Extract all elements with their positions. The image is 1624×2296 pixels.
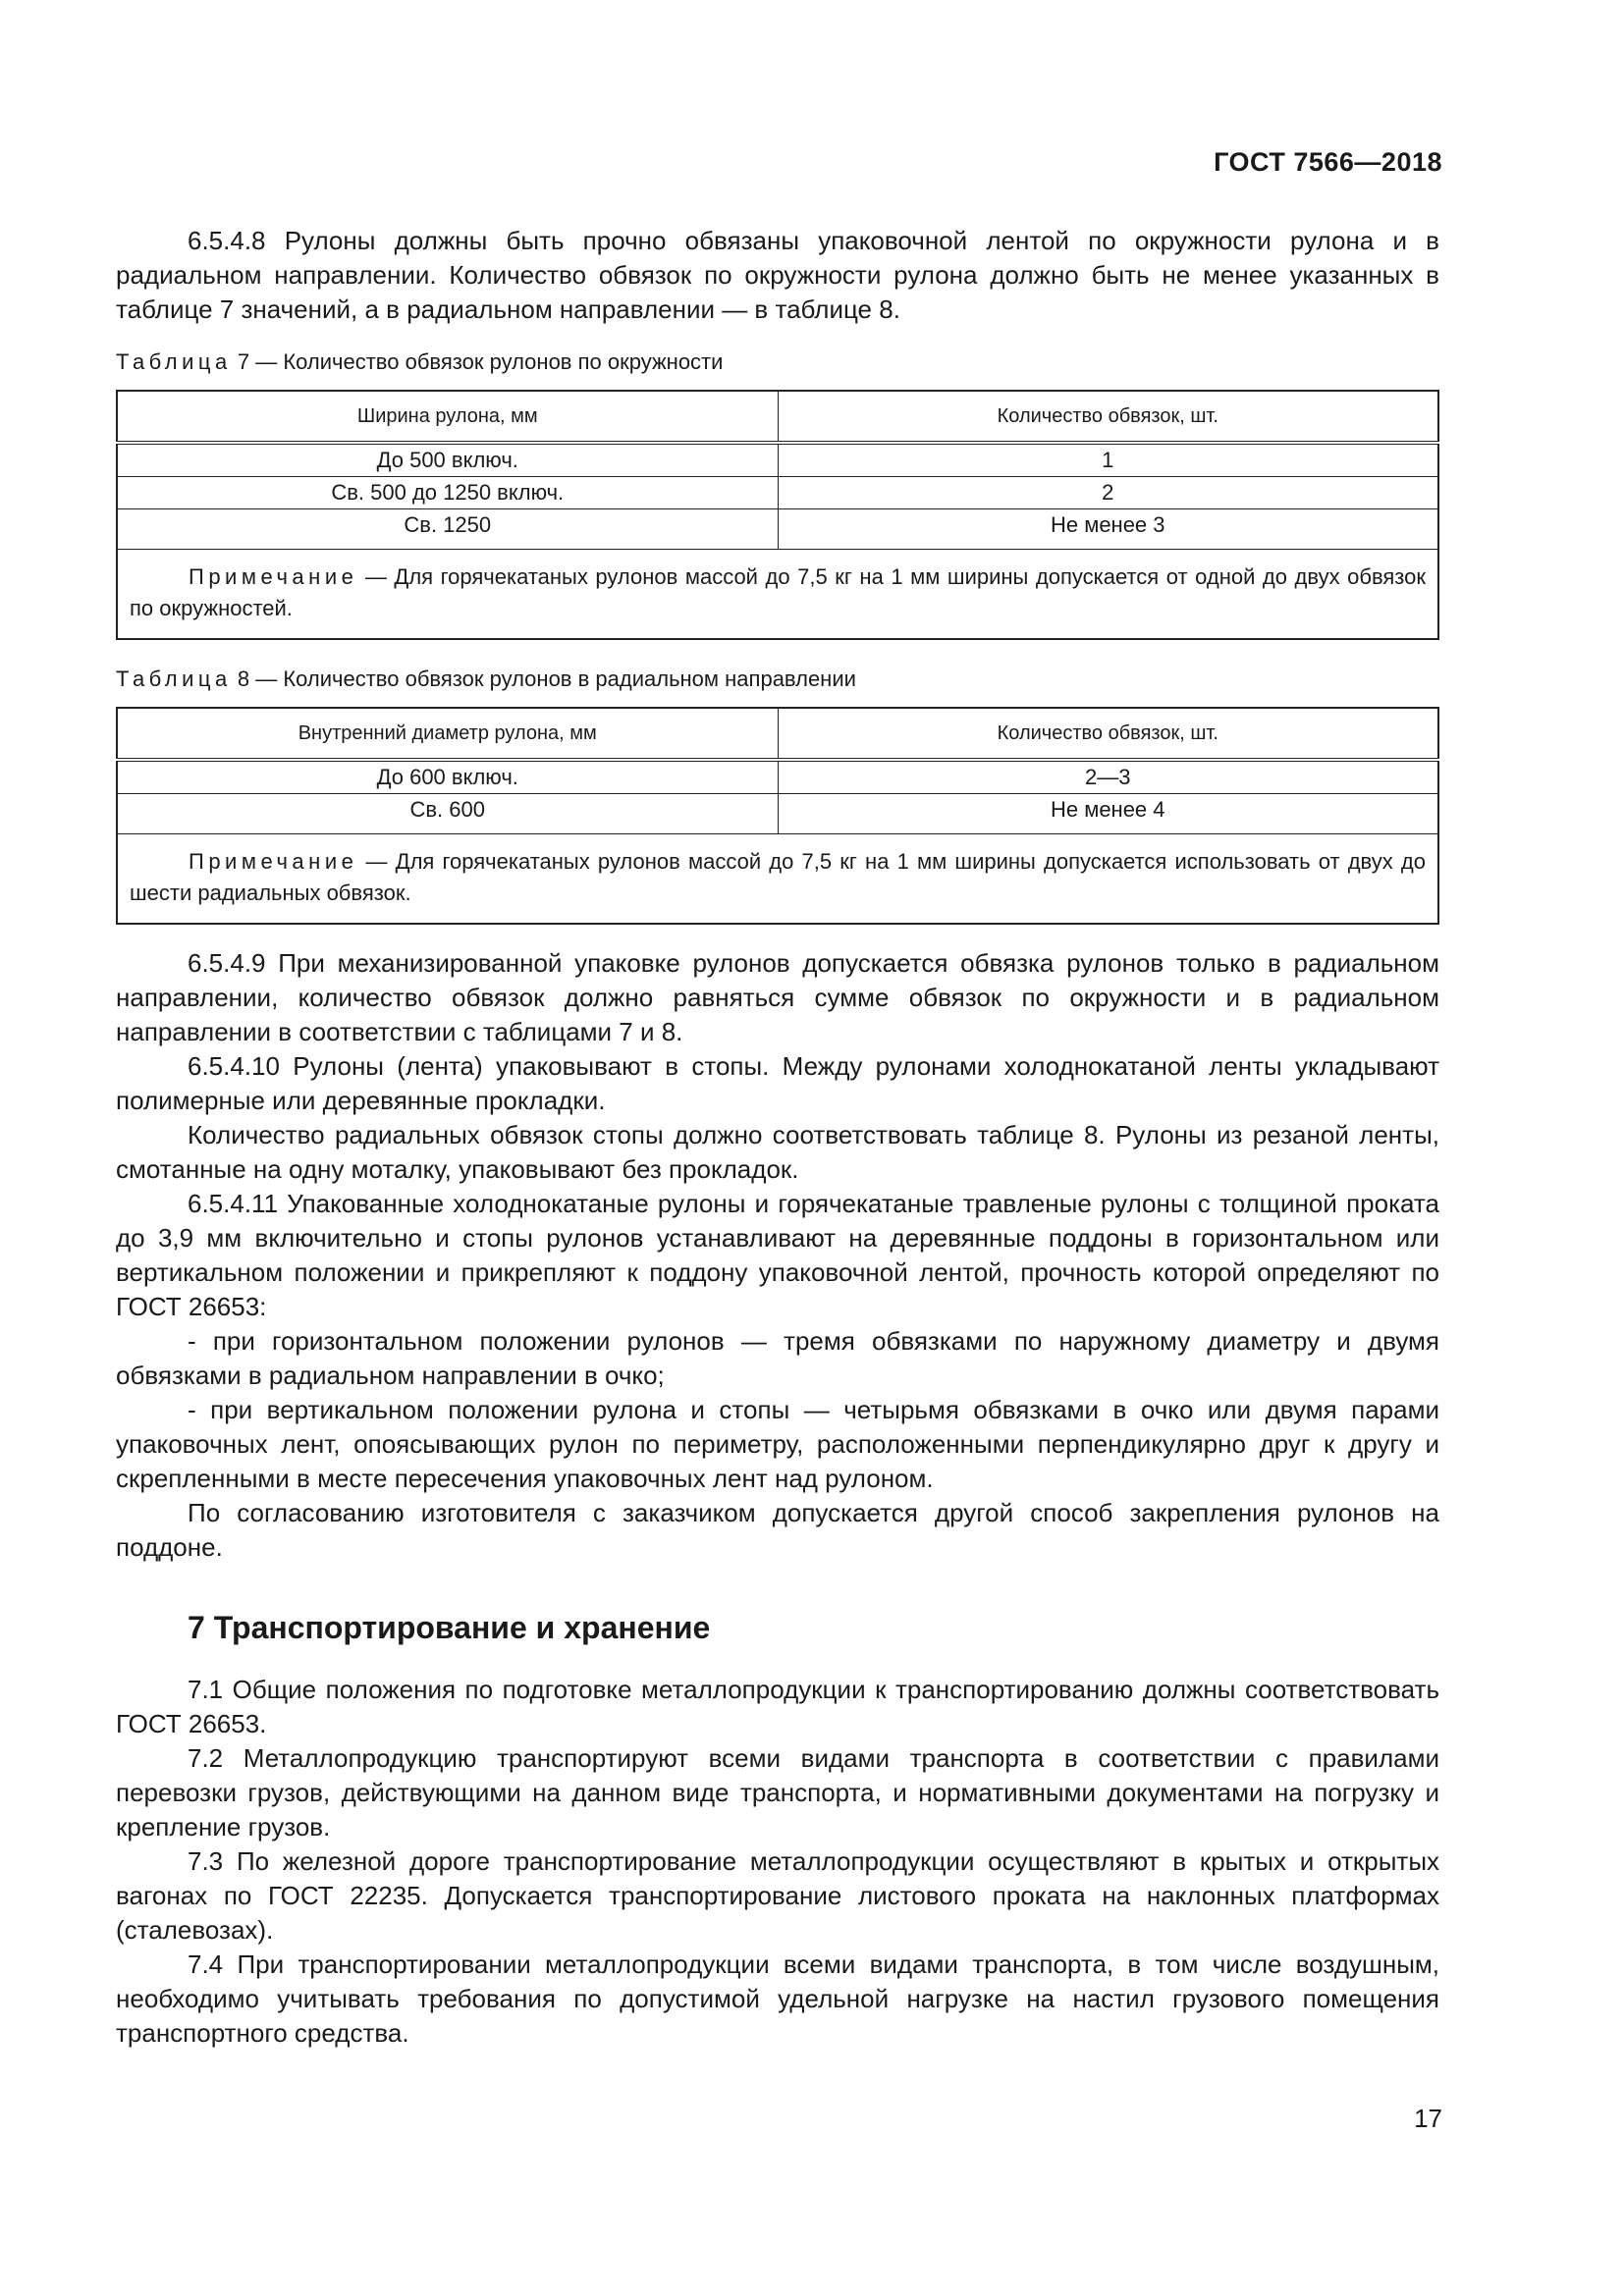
table8-header-diameter: Внутренний диаметр рулона, мм [117,708,778,760]
table-row [117,509,1438,550]
table-header-row [117,391,1438,443]
list-item-horizontal: - при горизонтальном положении рулонов — тремя обвязками по наружному диаметру и двумя обвязками в радиальном направлении в очко; [116,1326,1439,1390]
table-row [117,760,1438,794]
table-cell: 2—3 [778,760,1438,794]
table8-note-label: Примечание [189,849,358,874]
table7-header-width: Ширина рулона, мм [117,391,778,443]
table8-note [117,834,1438,925]
page-number: 17 [1414,2104,1442,2133]
table-cell: 2 [778,477,1438,509]
table7-note [117,550,1438,640]
paragraph-7-4: 7.4 При транспортировании металлопродукции всеми видами транспорта, в том числе воздушным, необходимо учитывать требования по допустимой удельной нагрузке на настил грузового помещения транспортного средства. [116,1949,1439,2048]
table7-note-label: Примечание [189,564,358,589]
table-row [117,443,1438,477]
table-8 [116,707,1439,925]
table8-caption-label: Таблица [116,667,232,691]
table7-header-count: Количество обвязок, шт. [778,391,1438,443]
paragraph-6-5-4-8: 6.5.4.8 Рулоны должны быть прочно обвязаны упаковочной лентой по окружности рулона и в радиальном направлении. Количество обвязок по окружности рулона должно быть не менее указанных в таблице 7 значений, а в радиальном направлении — в таблице 8. [116,226,1439,324]
document-code: ГОСТ 7566—2018 [1214,147,1442,177]
table8-caption [116,666,1439,693]
table7-note-row [117,550,1438,640]
table7-caption-label: Таблица [116,349,232,374]
table8-note-text: — Для горячекатаных рулонов массой до 7,5 кг на 1 мм ширины допускается использовать от двух до шести радиальных обвязок. [130,849,1426,905]
list-item-vertical: - при вертикальном положении рулона и стопы — четырьмя обвязками в очко или двумя парами упаковочных лент, опоясывающих рулон по периметру, расположенными перпендикулярно друг к другу и скрепленными в месте пересечения упаковочных лент над рулоном. [116,1395,1439,1493]
table-header-row [117,708,1438,760]
paragraph-7-1: 7.1 Общие положения по подготовке металлопродукции к транспортированию должны соответствовать ГОСТ 26653. [116,1675,1439,1738]
page-content [116,224,1439,2051]
paragraph-agreement: По согласованию изготовителя с заказчиком допускается другой способ закрепления рулонов на поддоне. [116,1498,1439,1562]
table-row [117,477,1438,509]
table7-note-text: — Для горячекатаных рулонов массой до 7,5 кг на 1 мм ширины допускается от одной до двух обвязок по окружностей. [130,564,1426,620]
table-cell: Не менее 4 [778,794,1438,834]
table-cell: 1 [778,443,1438,477]
paragraph-7-3: 7.3 По железной дороге транспортирование металлопродукции осуществляют в крытых и открытых вагонах по ГОСТ 22235. Допускается транспортирование листового проката на наклонных платформах (сталевозах). [116,1846,1439,1945]
table-row [117,794,1438,834]
table7-caption [116,348,1439,376]
table-cell: Св. 600 [117,794,778,834]
table-cell: До 600 включ. [117,760,778,794]
table-cell: До 500 включ. [117,443,778,477]
table7-caption-text: 7 — Количество обвязок рулонов по окружности [231,349,724,374]
section-7-heading: 7 Транспортирование и хранение [188,1610,711,1645]
table-cell: Не менее 3 [778,509,1438,550]
paragraph-6-5-4-9: 6.5.4.9 При механизированной упаковке рулонов допускается обвязка рулонов только в радиальном направлении, количество обвязок должно равняться сумме обвязок по окружности и в радиальном направлении в соответствии с таблицами 7 и 8. [116,948,1439,1046]
table8-header-count: Количество обвязок, шт. [778,708,1438,760]
paragraph-6-5-4-10: 6.5.4.10 Рулоны (лента) упаковывают в стопы. Между рулонами холоднокатаной ленты укладывают полимерные или деревянные прокладки. [116,1051,1439,1115]
paragraph-7-2: 7.2 Металлопродукцию транспортируют всеми видами транспорта в соответствии с правилами перевозки грузов, действующими на данном виде транспорта, и нормативными документами на погрузку и крепление грузов. [116,1743,1439,1842]
table-cell: Св. 500 до 1250 включ. [117,477,778,509]
table8-note-row [117,834,1438,925]
paragraph-6-5-4-11: 6.5.4.11 Упакованные холоднокатаные рулоны и горячекатаные травленые рулоны с толщиной проката до 3,9 мм включительно и стопы рулонов устанавливают на деревянные поддоны в горизонтальном или вертикальном положении и прикрепляют к поддону упаковочной лентой, прочность которой определяют по ГОСТ 26653: [116,1189,1439,1321]
table-7 [116,390,1439,640]
paragraph-stack-bindings: Количество радиальных обвязок стопы должно соответствовать таблице 8. Рулоны из резаной ленты, смотанные на одну моталку, упаковывают без прокладок. [116,1120,1439,1184]
table8-caption-text: 8 — Количество обвязок рулонов в радиальном направлении [231,667,856,691]
table-cell: Св. 1250 [117,509,778,550]
